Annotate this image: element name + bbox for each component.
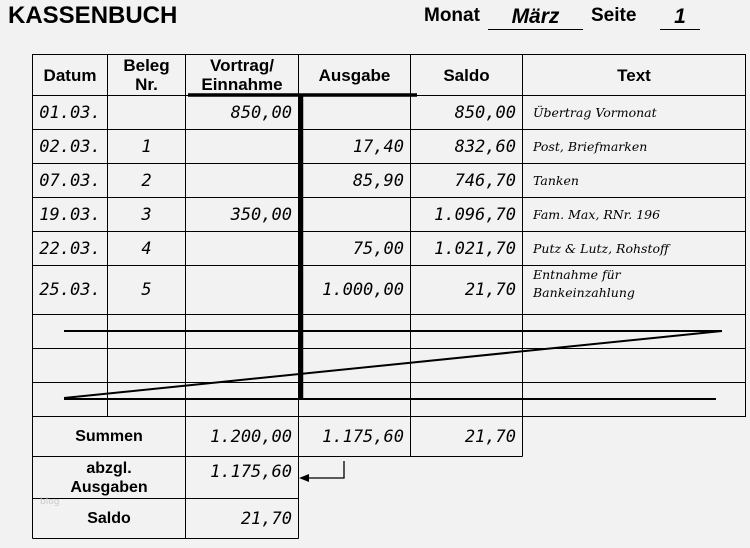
row-4-text: Fam. Max, RNr. 196	[533, 206, 661, 222]
header-ausgabe: Ausgabe	[318, 65, 391, 85]
row-3-saldo: 746,70	[454, 170, 516, 191]
row-2-beleg: 1	[141, 136, 152, 157]
row-3-beleg: 2	[141, 170, 152, 191]
row-4-beleg: 3	[141, 204, 152, 225]
header-datum: Datum	[43, 65, 97, 85]
header-vortrag-einnahme	[186, 55, 298, 95]
row-5-text: Putz & Lutz, Rohstoff	[533, 240, 669, 256]
row-6-datum: 25.03.	[39, 280, 101, 300]
saldo-label: Saldo	[87, 510, 131, 527]
row-6-text-line2: Bankeinzahlung	[533, 285, 635, 300]
row-2-saldo: 832,60	[454, 136, 516, 157]
row-1-text: Übertrag Vormonat	[533, 104, 657, 120]
row-5-ausgabe: 75,00	[352, 238, 404, 259]
row-1-einnahme: 850,00	[230, 102, 292, 123]
row-6-einnahme	[186, 266, 298, 314]
row-1-saldo: 850,00	[454, 102, 516, 123]
row-2-einnahme	[186, 130, 298, 163]
header-text: Text	[617, 65, 651, 85]
row-6-saldo: 21,70	[464, 280, 516, 300]
row-3-ausgabe: 85,90	[352, 170, 404, 191]
header-vortrag-line1: Vortrag/	[210, 56, 274, 75]
row-5-einnahme	[186, 232, 298, 265]
month-label: Monat	[424, 5, 480, 26]
header-vortrag-line2: Einnahme	[201, 75, 283, 94]
row-2-datum: 02.03.	[39, 136, 101, 157]
page-title: KASSENBUCH	[8, 2, 178, 29]
row-4-datum: 19.03.	[39, 204, 101, 225]
saldo-value: 21,70	[240, 508, 292, 529]
watermark: blog	[40, 497, 60, 507]
row-6-text-line1: Entnahme für	[533, 267, 621, 282]
row-1-datum: 01.03.	[39, 102, 101, 123]
header-saldo: Saldo	[443, 65, 490, 85]
row-4-saldo: 1.096,70	[434, 204, 516, 225]
summen-ausgabe: 1.175,60	[322, 426, 404, 447]
row-3-text: Tanken	[533, 172, 579, 188]
month-value: März	[488, 5, 583, 30]
row-4-ausgabe	[299, 198, 410, 231]
row-1-ausgabe	[299, 96, 410, 129]
summen-label: Summen	[75, 428, 143, 445]
row-2-ausgabe: 17,40	[352, 136, 404, 157]
page-label: Seite	[591, 5, 637, 26]
summen-saldo: 21,70	[464, 426, 516, 447]
row-6-text	[523, 266, 745, 314]
abzgl-ausgaben-label	[33, 457, 185, 498]
row-6-ausgabe: 1.000,00	[322, 280, 404, 300]
abzgl-line2: Ausgaben	[70, 478, 148, 496]
page-value: 1	[660, 5, 700, 30]
row-3-datum: 07.03.	[39, 170, 101, 191]
header-beleg-line2: Nr.	[135, 75, 158, 94]
abzgl-ausgaben-value: 1.175,60	[210, 462, 292, 482]
header-beleg	[108, 55, 185, 95]
row-5-datum: 22.03.	[39, 238, 101, 259]
row-4-einnahme: 350,00	[230, 204, 292, 225]
abzgl-line1: abzgl.	[86, 459, 132, 477]
row-1-beleg	[108, 96, 185, 129]
row-5-beleg: 4	[141, 238, 152, 259]
row-5-saldo: 1.021,70	[434, 238, 516, 259]
header-beleg-line1: Beleg	[123, 56, 170, 75]
row-3-einnahme	[186, 164, 298, 197]
row-6-beleg: 5	[141, 280, 152, 300]
summen-einnahme: 1.200,00	[210, 426, 292, 447]
row-2-text: Post, Briefmarken	[533, 138, 648, 154]
